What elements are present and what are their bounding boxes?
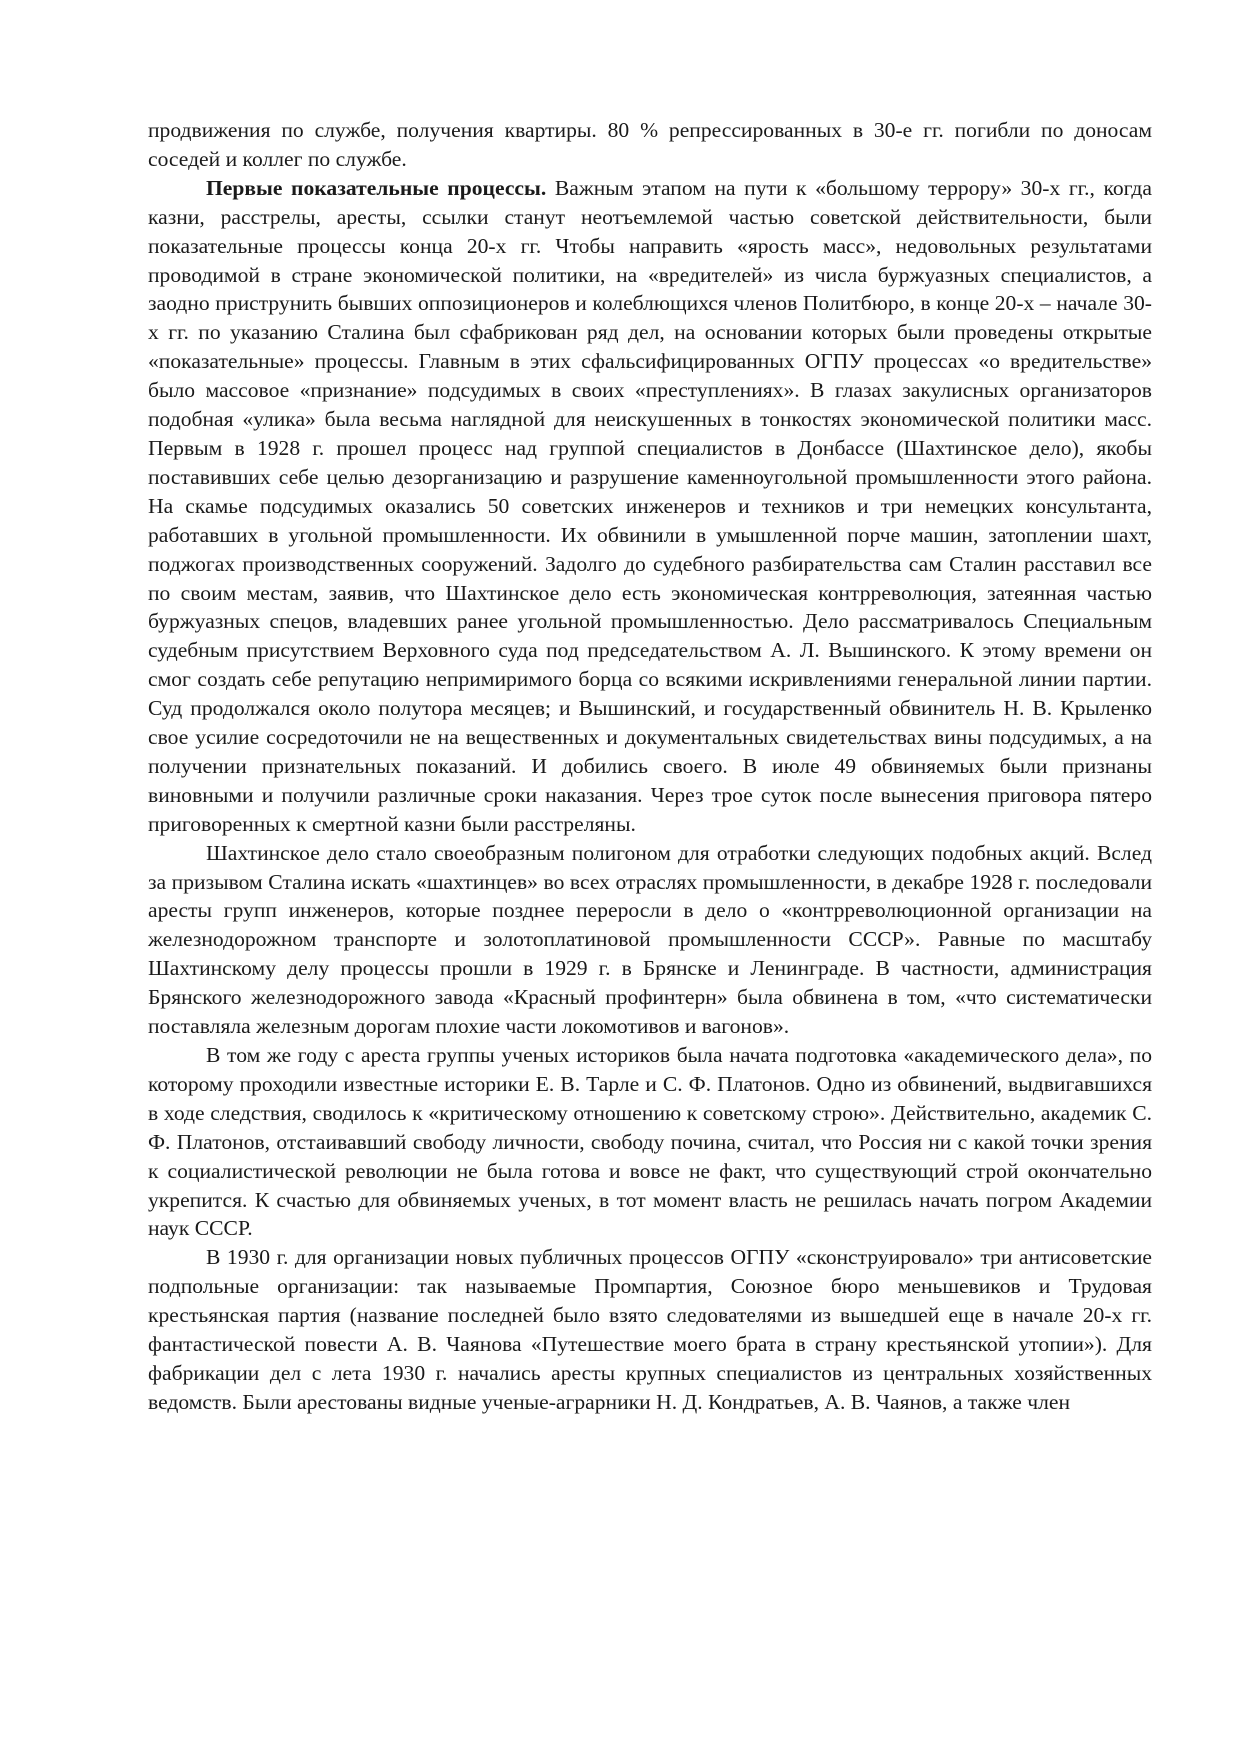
paragraph-4-text: В том же году с ареста группы ученых историков была начата подготовка «академического дела», по которому проходили известные историки Е. В. Тарле и С. Ф. Платонов. Одно из обвинений, выдвигавшихся в ходе следствия, сводилось к «критическому отношению к советскому строю». Действительно, академик С. Ф. Платонов, отстаивавший свободу личности, свободу почина, считал, что Россия ни с какой точки зрения к социалистической революции не была готова и вовсе не факт, что существующий строй окончательно укрепится. К счастью для обвиняемых ученых, в тот момент власть не решилась начать погром Академии наук СССР. (148, 1043, 1152, 1241)
paragraph-5 (148, 1243, 1152, 1416)
section-heading: Первые показательные процессы. (206, 175, 547, 200)
paragraph-3 (148, 839, 1152, 1041)
paragraph-1-text: продвижения по службе, получения квартиры. 80 % репрессированных в 30-е гг. погибли по доносам соседей и коллег по службе. (148, 118, 1152, 171)
paragraph-5-text: В 1930 г. для организации новых публичных процессов ОГПУ «сконструировало» три антисоветские подпольные организации: так называемые Промпартия, Союзное бюро меньшевиков и Трудовая крестьянская партия (название последней было взято следователями из вышедшей еще в начале 20-х гг. фантастической повести А. В. Чаянова «Путешествие моего брата в страну крестьянской утопии»). Для фабрикации дел с лета 1930 г. начались аресты крупных специалистов из центральных хозяйственных ведомств. Были арестованы видные ученые-аграрники Н. Д. Кондратьев, А. В. Чаянов, а также член (148, 1245, 1152, 1414)
paragraph-3-text: Шахтинское дело стало своеобразным полигоном для отработки следующих подобных акций. Вслед за призывом Сталина искать «шахтинцев» во всех отраслях промышленности, в декабре 1928 г. последовали аресты групп инженеров, которые позднее переросли в дело о «контрреволюционной организации на железнодорожном транспорте и золотоплатиновой промышленности СССР». Равные по масштабу Шахтинскому делу процессы прошли в 1929 г. в Брянске и Ленинграде. В частности, администрация Брянского железнодорожного завода «Красный профинтерн» была обвинена в том, «что систематически поставляла железным дорогам плохие части локомотивов и вагонов». (148, 840, 1152, 1039)
paragraph-2-text: Важным этапом на пути к «большому террору» 30-х гг., когда казни, расстрелы, аресты, ссылки станут неотъемлемой частью советской действительности, были показательные процессы конца 20-х гг. Чтобы направить «ярость масс», недовольных результатами проводимой в стране экономической политики, на «вредителей» из числа буржуазных специалистов, а заодно приструнить бывших оппозиционеров и колеблющихся членов Политбюро, в конце 20-х – начале 30-х гг. по указанию Сталина был сфабрикован ряд дел, на основании которых были проведены открытые «показательные» процессы. Главным в этих сфальсифицированных ОГПУ процессах «о вредительстве» было массовое «признание» подсудимых в своих «преступлениях». В глазах закулисных организаторов подобная «улика» была весьма наглядной для неискушенных в тонкостях экономической политики масс. Первым в 1928 г. прошел процесс над группой специалистов в Донбассе (Шахтинское дело), якобы поставивших себе целью дезорганизацию и разрушение каменноугольной промышленности этого района. На скамье подсудимых оказались 50 советских инженеров и техников и три немецких консультанта, работавших в угольной промышленности. Их обвинили в умышленной порче машин, затоплении шахт, поджогах производственных сооружений. Задолго до судебного разбирательства сам Сталин расставил все по своим местам, заявив, что Шахтинское дело есть экономическая контрреволюция, затеянная частью буржуазных спецов, владевших ранее угольной промышленностью. Дело рассматривалось Специальным судебным присутствием Верховного суда под председательством А. Л. Вышинского. К этому времени он смог создать себе репутацию непримиримого борца со всякими искривлениями генеральной линии партии. Суд продолжался около полутора месяцев; и Вышинский, и государственный обвинитель Н. В. Крыленко свое усилие сосредоточили не на вещественных и документальных свидетельствах вины подсудимых, а на получении признательных показаний. И добились своего. В июле 49 обвиняемых были признаны виновными и получили различные сроки наказания. Через трое суток после вынесения приговора пятеро приговоренных к смертной казни были расстреляны. (148, 175, 1153, 836)
document-page (148, 116, 1152, 1417)
paragraph-1 (148, 116, 1152, 174)
paragraph-4 (148, 1041, 1152, 1243)
paragraph-2 (148, 174, 1152, 839)
